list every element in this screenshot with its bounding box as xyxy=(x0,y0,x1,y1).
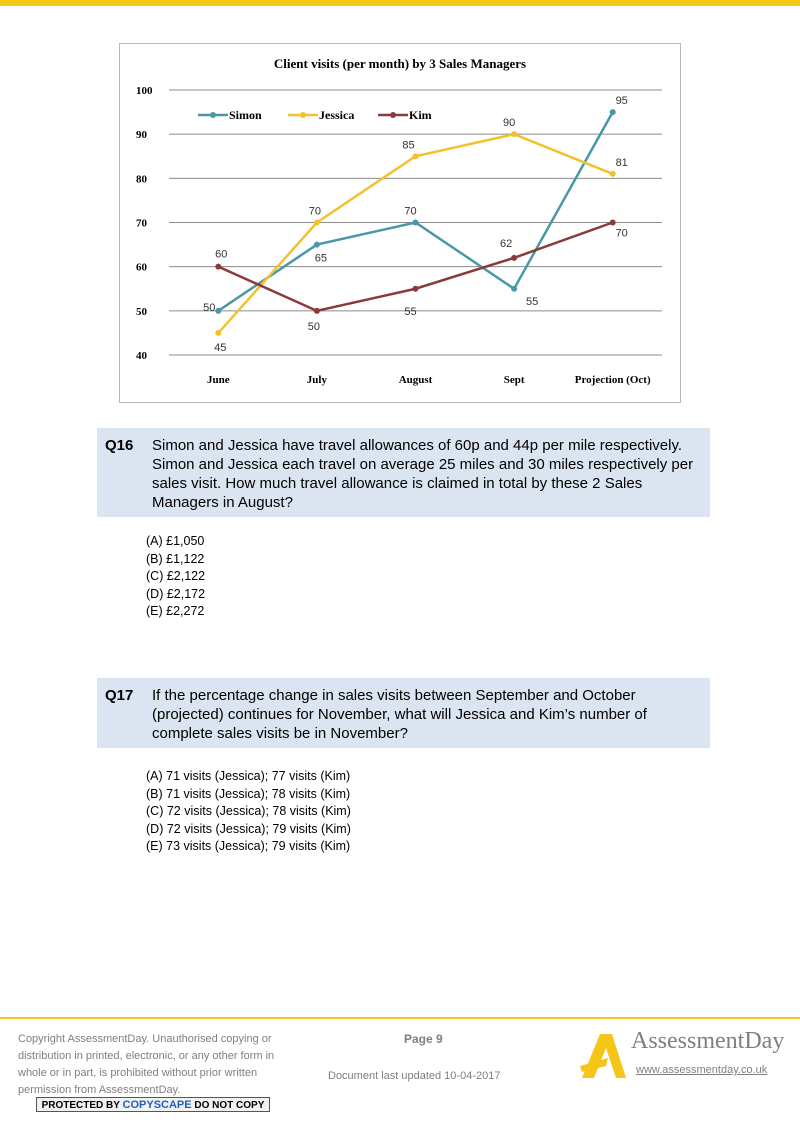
data-label: 90 xyxy=(502,117,516,130)
y-tick-label: 80 xyxy=(136,173,147,186)
y-tick-label: 60 xyxy=(136,261,147,274)
x-tick-label: Sept xyxy=(503,374,525,386)
data-point xyxy=(314,220,320,226)
question-text: Simon and Jessica have travel allowances of 60p and 44p per mile respectively. Simon and Jessica each travel on average 25 miles and 30 miles respectively per sales visit. How much travel allowance is claimed in total by these 2 Sales Managers in August? xyxy=(152,437,694,511)
legend-label: Simon xyxy=(229,108,262,122)
legend-marker xyxy=(390,112,396,118)
data-label: 70 xyxy=(308,205,322,218)
data-label: 95 xyxy=(615,95,628,108)
x-tick-label: July xyxy=(306,374,327,386)
answer-option[interactable]: (A) 71 visits (Jessica); 77 visits (Kim) xyxy=(146,769,351,783)
data-label: 55 xyxy=(525,295,539,308)
question-text: If the percentage change in sales visits between September and October (projected) continues for November, what will Jessica and Kim’s number of complete sales visits be in November? xyxy=(152,687,647,742)
footer-divider xyxy=(0,1017,800,1019)
data-point xyxy=(314,308,320,314)
legend-label: Kim xyxy=(409,108,432,122)
page-number: Page 9 xyxy=(404,1032,443,1046)
answer-option[interactable]: (D) £2,172 xyxy=(146,586,206,601)
answer-option[interactable]: (A) £1,050 xyxy=(146,534,205,548)
data-label: 70 xyxy=(404,205,417,218)
data-point xyxy=(610,109,616,115)
data-point xyxy=(413,153,419,159)
line-chart xyxy=(120,44,680,402)
data-label: 55 xyxy=(404,305,417,318)
brand-name: AssessmentDay xyxy=(631,1028,785,1054)
answer-option[interactable]: (B) 71 visits (Jessica); 78 visits (Kim) xyxy=(146,786,351,801)
y-tick-label: 40 xyxy=(136,350,147,362)
data-point xyxy=(215,330,221,336)
data-label: 45 xyxy=(214,341,227,354)
y-tick-label: 100 xyxy=(136,85,153,97)
line-chart-frame xyxy=(119,43,681,403)
data-label: 65 xyxy=(314,252,328,265)
data-point xyxy=(215,264,221,270)
brand-url-link[interactable]: www.assessmentday.co.uk xyxy=(636,1064,768,1076)
data-label: 70 xyxy=(615,227,628,240)
data-point xyxy=(413,286,419,292)
answer-option[interactable]: (B) £1,122 xyxy=(146,551,205,566)
x-tick-label: Projection (Oct) xyxy=(574,374,651,386)
question-17-options xyxy=(146,768,351,856)
question-17-box xyxy=(97,678,710,748)
legend-label: Jessica xyxy=(319,108,355,122)
copyright-notice: Copyright AssessmentDay. Unauthorised copying or distribution in printed, electronic, or any other form in whole or in part, is prohibited without prior written permission from AssessmentDay. xyxy=(18,1033,275,1096)
data-point xyxy=(511,286,517,292)
data-label: 60 xyxy=(215,248,228,261)
data-point xyxy=(215,308,221,314)
copyscape-brand: COPYSCAPE xyxy=(122,1099,192,1111)
data-point xyxy=(413,220,419,226)
data-label: 85 xyxy=(402,139,415,152)
y-tick-label: 50 xyxy=(136,305,147,318)
copyscape-suffix: DO NOT COPY xyxy=(194,1100,265,1111)
data-label: 50 xyxy=(203,301,216,314)
data-point xyxy=(511,255,517,261)
question-16-options xyxy=(146,533,205,621)
y-tick-label: 70 xyxy=(136,217,147,230)
x-tick-label: August xyxy=(398,374,433,386)
copyscape-prefix: PROTECTED BY xyxy=(41,1100,120,1111)
data-point xyxy=(610,220,616,226)
legend-marker xyxy=(210,112,216,118)
data-point xyxy=(610,171,616,177)
y-tick-label: 90 xyxy=(136,129,147,142)
chart-title: Client visits (per month) by 3 Sales Managers xyxy=(273,56,527,71)
x-tick-label: June xyxy=(206,374,230,386)
data-point xyxy=(314,242,320,248)
question-number: Q16 xyxy=(105,437,134,454)
answer-option[interactable]: (E) 73 visits (Jessica); 79 visits (Kim) xyxy=(146,839,351,854)
answer-option[interactable]: (C) £2,122 xyxy=(146,569,206,584)
answer-option[interactable]: (C) 72 visits (Jessica); 78 visits (Kim) xyxy=(146,804,351,819)
legend-marker xyxy=(300,112,306,118)
data-label: 81 xyxy=(615,156,628,169)
data-label: 50 xyxy=(307,320,321,333)
answer-option[interactable]: (E) £2,272 xyxy=(146,604,205,619)
copyscape-badge[interactable] xyxy=(36,1097,270,1112)
data-label: 62 xyxy=(499,237,513,250)
answer-option[interactable]: (D) 72 visits (Jessica); 79 visits (Kim) xyxy=(146,821,351,836)
top-accent-bar xyxy=(0,0,800,6)
assessmentday-logo-icon xyxy=(578,1028,628,1080)
last-updated: Document last updated 10-04-2017 xyxy=(328,1070,501,1082)
data-point xyxy=(511,131,517,137)
series-line xyxy=(218,134,612,333)
question-number: Q17 xyxy=(105,687,134,704)
question-16-box xyxy=(97,428,710,517)
